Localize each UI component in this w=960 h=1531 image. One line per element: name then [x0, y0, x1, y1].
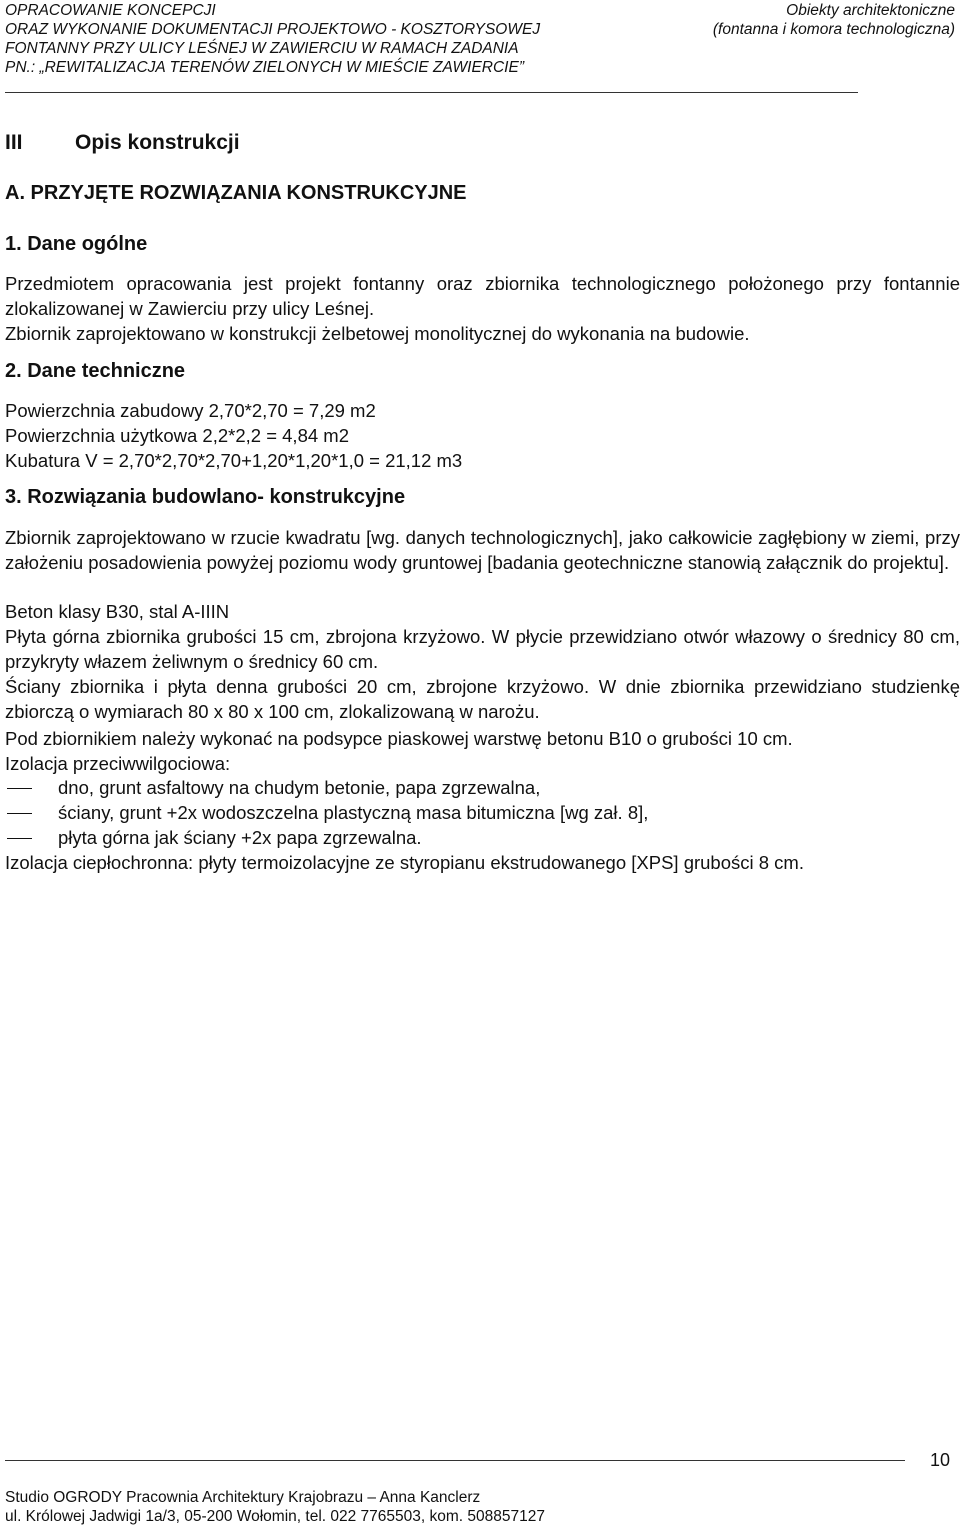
dash-bullet — [7, 838, 32, 839]
footer-line: Studio OGRODY Pracownia Architektury Krajobrazu – Anna Kanclerz — [5, 1489, 481, 1506]
header-line: OPRACOWANIE KONCEPCJI — [5, 2, 216, 19]
list-item-text: płyta górna jak ściany +2x papa zgrzewalna. — [58, 827, 422, 848]
list-item — [5, 826, 422, 851]
data-line: Powierzchnia użytkowa 2,2*2,2 = 4,84 m2 — [5, 425, 349, 446]
header-line: PN.: „REWITALIZACJA TERENÓW ZIELONYCH W MIEŚCIE ZAWIERCIE” — [5, 59, 524, 76]
footer-divider — [5, 1460, 905, 1461]
paragraph: Ściany zbiornika i płyta denna grubości 20 cm, zbrojone krzyżowo. W dnie zbiornika przewidziano studzienkę zbiorczą o wymiarach 80 x 80 x 100 cm, zlokalizowaną w narożu. — [5, 676, 960, 722]
paragraph: Zbiornik zaprojektowano w rzucie kwadratu [wg. danych technologicznych], jako całkowicie zagłębiony w ziemi, przy założeniu posadowienia powyżej poziomu wody gruntowej [badania geotechniczne stanowią załącznik do projektu]. — [5, 527, 960, 573]
subsection-heading: 2. Dane techniczne — [5, 360, 186, 382]
paragraph: Izolacja ciepłochronna: płyty termoizolacyjne ze styropianu ekstrudowanego [XPS] grubości 8 cm. — [5, 852, 804, 873]
header-line: FONTANNY PRZY ULICY LEŚNEJ W ZAWIERCIU W RAMACH ZADANIA — [5, 40, 519, 57]
header-line: (fontanna i komora technologiczna) — [712, 21, 955, 38]
header-line: ORAZ WYKONANIE DOKUMENTACJI PROJEKTOWO - KOSZTORYSOWEJ — [5, 21, 541, 38]
data-line: Powierzchnia zabudowy 2,70*2,70 = 7,29 m2 — [5, 400, 376, 421]
chapter-title: Opis konstrukcji — [75, 131, 240, 154]
section-heading: A. PRZYJĘTE ROZWIĄZANIA KONSTRUKCYJNE — [5, 182, 467, 204]
dash-bullet — [7, 788, 32, 789]
footer-line: ul. Królowej Jadwigi 1a/3, 05-200 Wołomin, tel. 022 7765503, kom. 508857127 — [5, 1508, 545, 1525]
list-item-text: ściany, grunt +2x wodoszczelna plastyczną masa bitumiczna [wg zał. 8], — [58, 802, 649, 823]
list-item — [5, 801, 648, 826]
list-item — [5, 776, 540, 801]
list-title: Izolacja przeciwwilgociowa: — [5, 753, 231, 774]
paragraph: Pod zbiornikiem należy wykonać na podsypce piaskowej warstwę betonu B10 o grubości 10 cm. — [5, 728, 793, 749]
document-header-right — [713, 1, 955, 39]
page-number: 10 — [929, 1450, 950, 1470]
data-line: Kubatura V = 2,70*2,70*2,70+1,20*1,20*1,0 = 21,12 m3 — [5, 450, 463, 471]
chapter-number: III — [5, 131, 23, 154]
header-divider — [5, 92, 858, 93]
document-header-left — [5, 1, 540, 77]
paragraph: Beton klasy B30, stal A-IIIN — [5, 601, 230, 622]
paragraph: Zbiornik zaprojektowano w konstrukcji żelbetowej monolitycznej do wykonania na budowie. — [5, 323, 750, 344]
subsection-heading: 3. Rozwiązania budowlano- konstrukcyjne — [5, 486, 406, 508]
dash-bullet — [7, 813, 32, 814]
paragraph: Płyta górna zbiornika grubości 15 cm, zbrojona krzyżowo. W płycie przewidziano otwór włazowy o średnicy 80 cm, przykryty włazem żeliwnym o średnicy 60 cm. — [5, 626, 960, 672]
header-line: Obiekty architektoniczne — [786, 2, 955, 19]
subsection-heading: 1. Dane ogólne — [5, 233, 148, 255]
list-item-text: dno, grunt asfaltowy na chudym betonie, papa zgrzewalna, — [58, 777, 541, 798]
paragraph: Przedmiotem opracowania jest projekt fontanny oraz zbiornika technologicznego położonego przy fontannie zlokalizowanej w Zawierciu przy ulicy Leśnej. — [5, 273, 960, 319]
